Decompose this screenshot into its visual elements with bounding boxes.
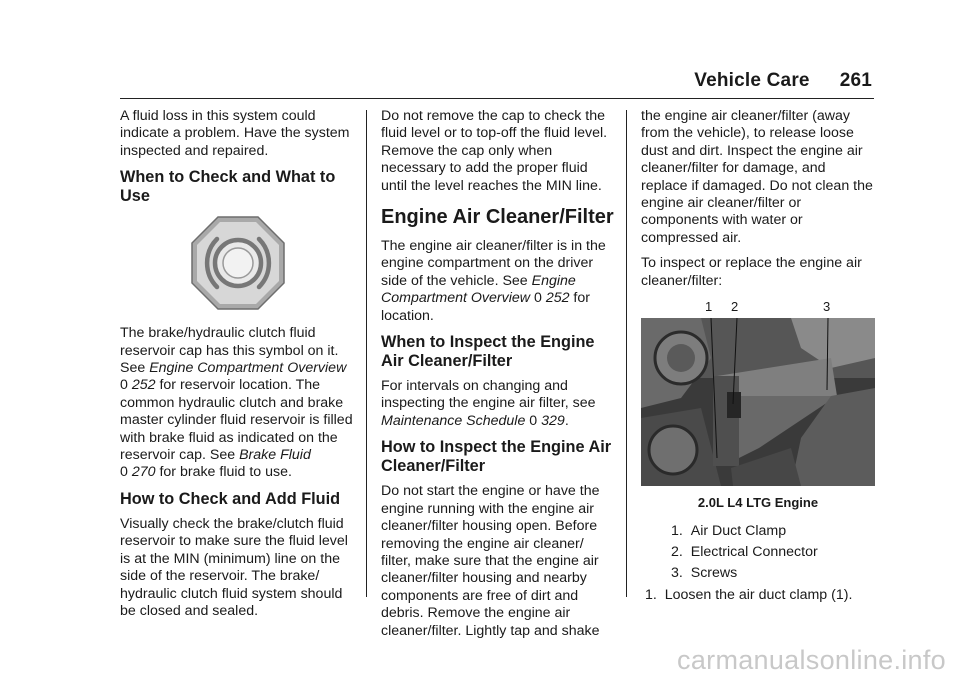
page-ref[interactable]: 252: [545, 290, 570, 307]
text: The brake/hydraulic clutch fluid reservoir cap has this symbol on it. See: [120, 325, 339, 377]
paragraph: [120, 325, 356, 482]
heading-how-to-check: How to Check and Add Fluid: [120, 489, 341, 508]
page-ref[interactable]: 329: [541, 412, 565, 429]
step-number: 1.: [645, 586, 657, 603]
callout-1: 1: [705, 299, 713, 315]
engine-figure: [641, 298, 875, 490]
page-ref[interactable]: 252: [131, 377, 156, 394]
column-divider-1: [366, 110, 367, 597]
column-2: [381, 108, 617, 648]
page-ref-icon: 0: [120, 377, 128, 394]
page-ref-icon: 0: [120, 464, 128, 481]
paragraph: [381, 378, 617, 430]
text: for reservoir location. The common hydraulic clutch and brake master cylinder fluid reservoir is filled with brake fluid as indicated on the reservoir cap. See: [120, 377, 353, 464]
item-number: 1.: [671, 523, 683, 540]
brake-fluid-icon: [190, 215, 286, 311]
paragraph: To inspect or replace the engine air cleaner/filter:: [641, 255, 862, 289]
paragraph: Visually check the brake/clutch fluid reservoir to make sure the fluid level is at the MIN (minimum) line on the side of the reservoir. The brake/ hydraulic clutch fluid system should be closed and sealed.: [120, 515, 348, 619]
step-text: Loosen the air duct clamp (1).: [664, 586, 853, 603]
heading-engine-air-cleaner: Engine Air Cleaner/Filter: [381, 206, 614, 229]
paragraph: Do not start the engine or have the engine running with the engine air cleaner/filter housing open. Before removing the engine air cleaner/ filter, make sure that the engine air cleaner/filter housing and nearby components are free of dirt and debris. Remove the engine air cleaner/filter. Lightly tap and shake: [381, 483, 600, 639]
text: for brake fluid to use.: [155, 464, 292, 481]
step-1: [645, 587, 875, 604]
link-engine-compartment-overview[interactable]: Engine Compartment Overview: [149, 360, 347, 377]
heading-when-to-check: When to Check and What to Use: [120, 168, 336, 206]
header-rule: [120, 98, 874, 99]
brake-fluid-symbol: [120, 213, 356, 313]
paragraph: the engine air cleaner/filter (away from the vehicle), to release loose dust and dirt. Inspect the engine air cleaner/filter for damage, and replace if damaged. Do not clean the engine air cleaner/filter or components with water or compressed air.: [641, 108, 873, 246]
item-number: 3.: [671, 565, 683, 582]
text: for location.: [381, 290, 590, 324]
text: The engine air cleaner/filter is in the engine compartment on the driver side of the vehicle. See: [381, 238, 606, 289]
watermark: carmanualsonline.info: [677, 645, 946, 675]
callout-3: 3: [823, 299, 831, 315]
link-engine-compartment-overview[interactable]: Engine Compartment Overview: [381, 272, 576, 307]
section-title: Vehicle Care: [694, 70, 810, 91]
list-item: [671, 565, 875, 582]
column-3: [641, 108, 875, 604]
heading-when-to-inspect: When to Inspect the Engine Air Cleaner/Filter: [381, 333, 595, 371]
item-label: Screws: [690, 565, 738, 582]
figure-caption: 2.0L L4 LTG Engine: [697, 495, 819, 511]
text: For intervals on changing and inspecting the engine air filter, see: [381, 378, 596, 412]
page-ref[interactable]: 270: [131, 464, 156, 481]
parts-list: [641, 523, 875, 582]
list-item: [671, 544, 875, 561]
item-label: Electrical Connector: [690, 544, 818, 561]
link-maintenance-schedule[interactable]: Maintenance Schedule: [381, 412, 526, 429]
paragraph: [381, 238, 617, 325]
column-1: [120, 108, 356, 628]
paragraph: Do not remove the cap to check the fluid level or to top-off the fluid level. Remove the cap only when necessary to add the proper fluid until the level reaches the MIN line.: [381, 108, 608, 194]
column-divider-2: [626, 110, 627, 597]
item-label: Air Duct Clamp: [690, 523, 787, 540]
paragraph: A fluid loss in this system could indicate a problem. Have the system inspected and repaired.: [120, 108, 350, 159]
heading-how-to-inspect: How to Inspect the Engine Air Cleaner/Filter: [381, 438, 612, 476]
text: .: [564, 412, 569, 429]
page-ref-icon: 0: [533, 290, 542, 307]
engine-bay-photo: [641, 318, 875, 486]
list-item: [671, 523, 875, 540]
page-number: 261: [839, 70, 872, 91]
link-brake-fluid[interactable]: Brake Fluid: [239, 447, 311, 464]
page-ref-icon: 0: [529, 412, 538, 429]
figure-callouts: [641, 298, 875, 318]
page-header: [694, 70, 872, 92]
item-number: 2.: [671, 544, 683, 561]
callout-2: 2: [731, 299, 739, 315]
